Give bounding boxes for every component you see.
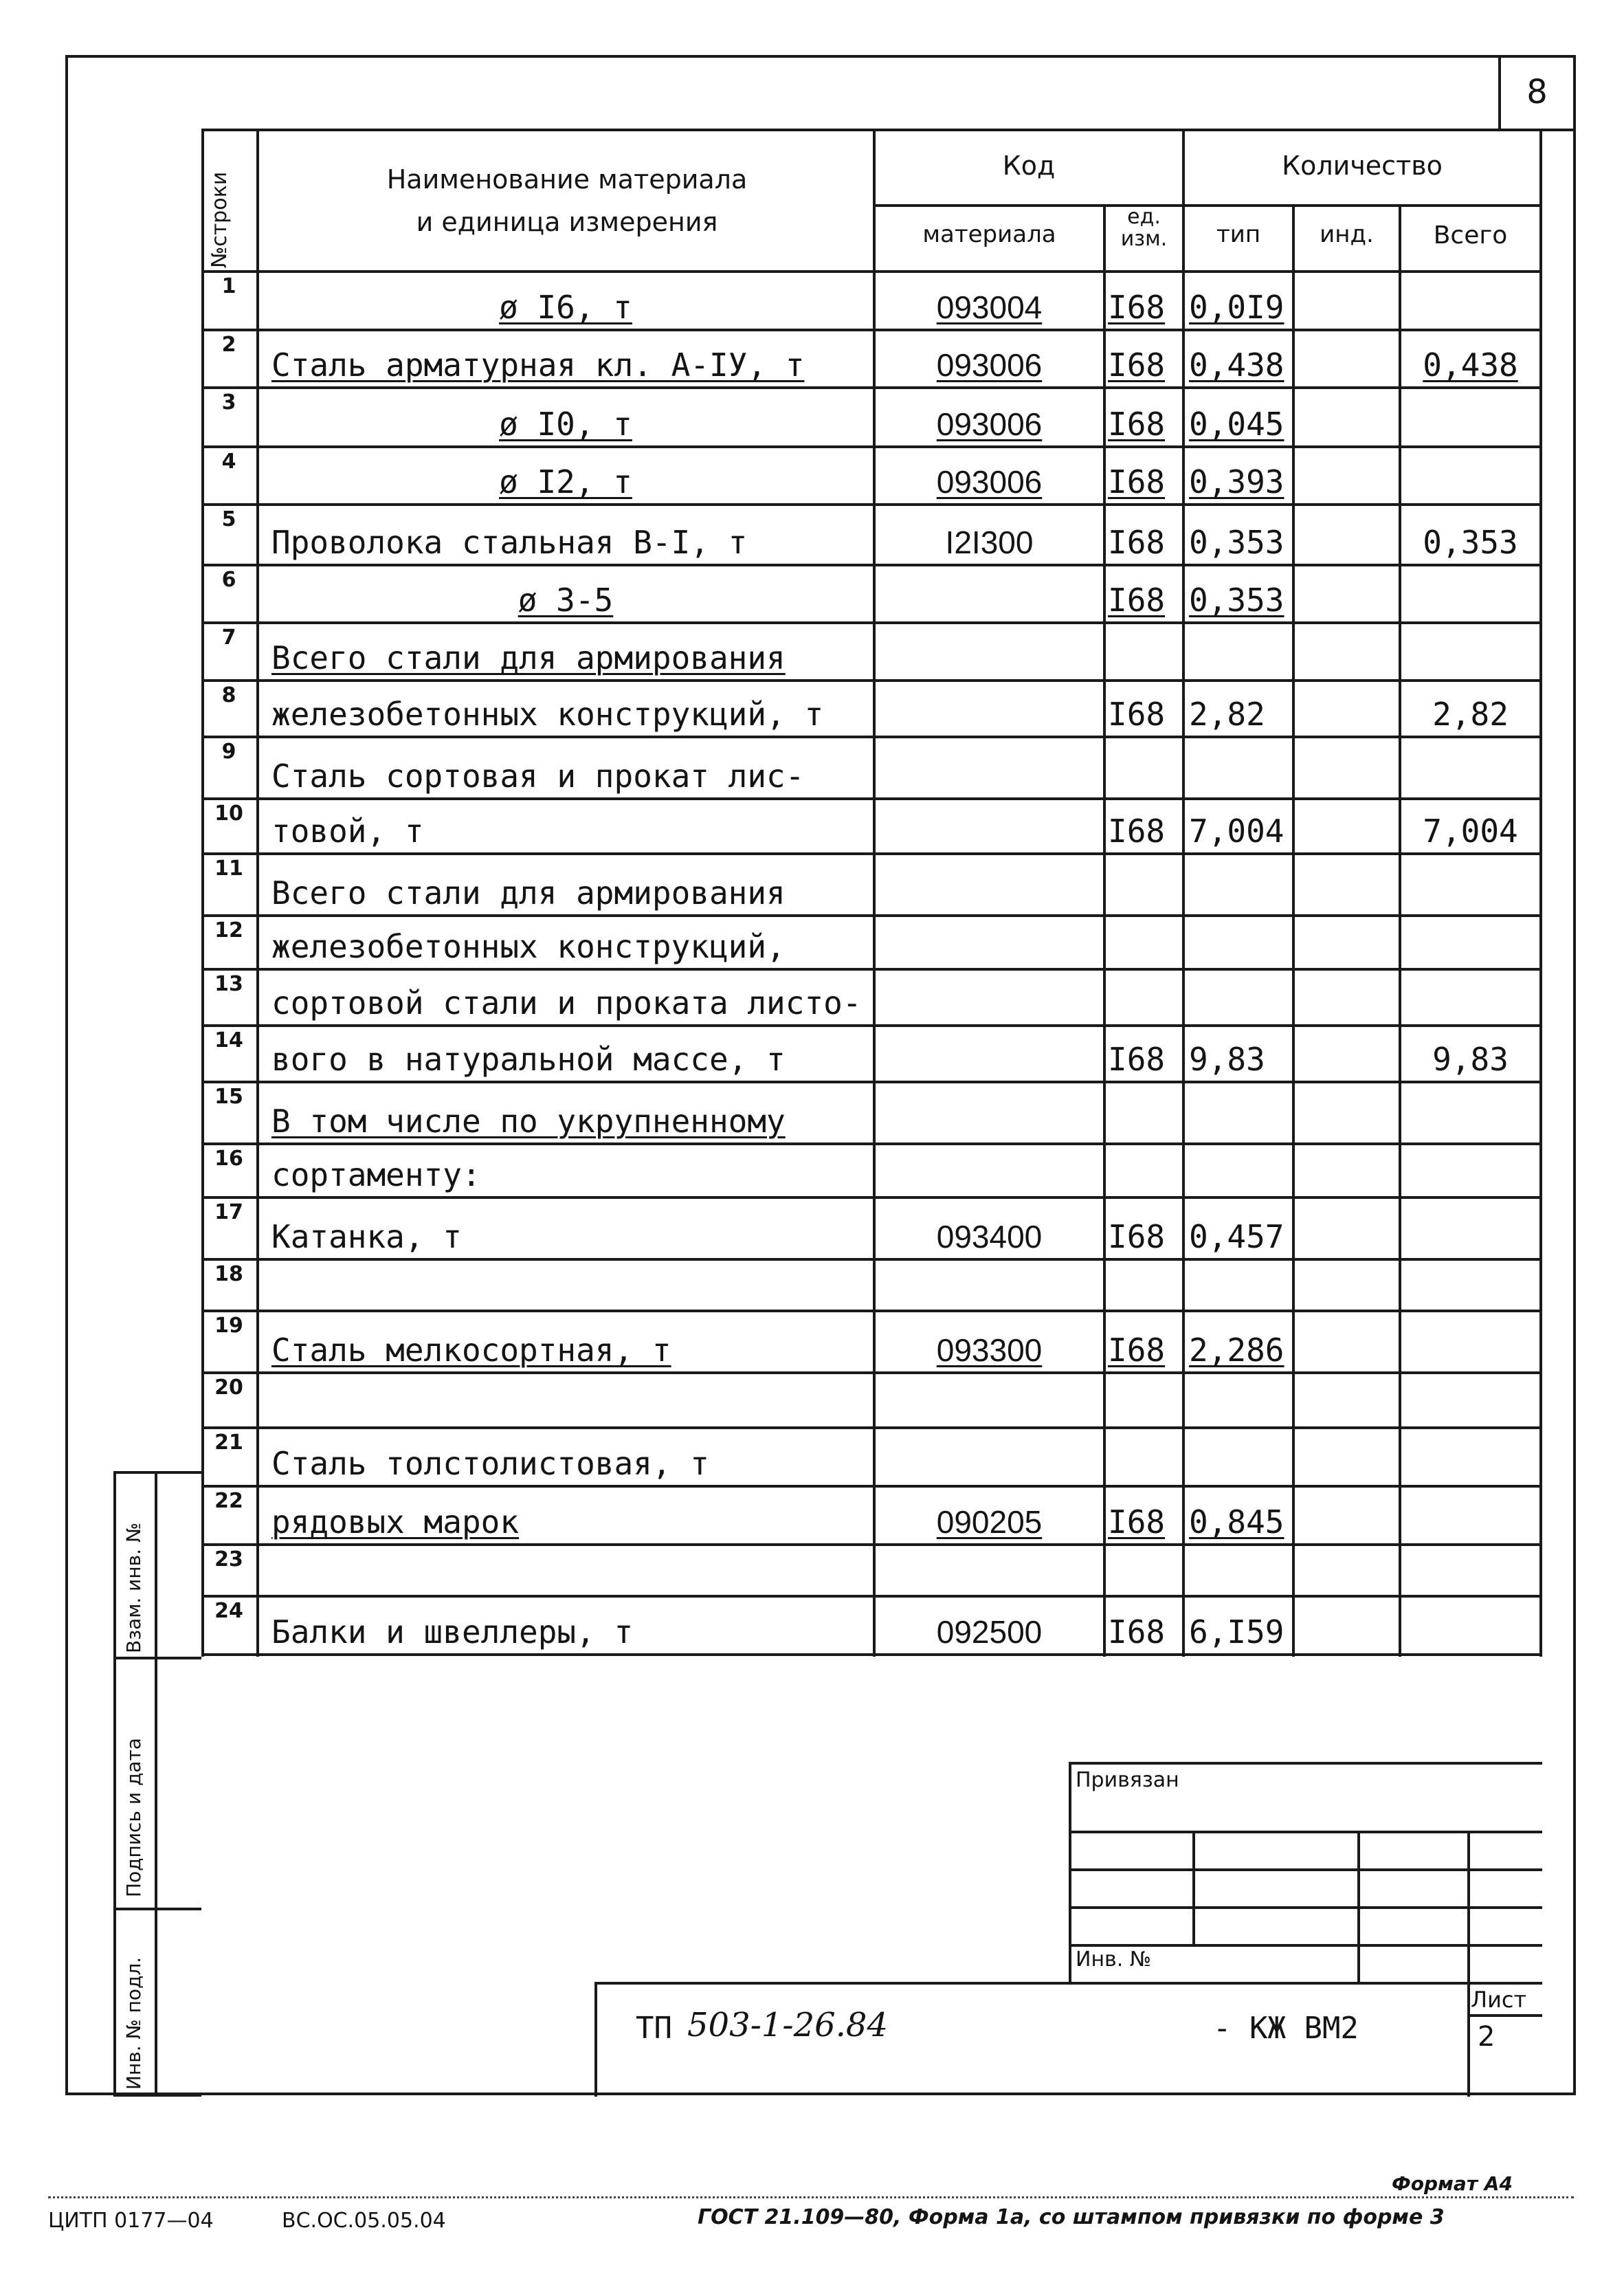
header-code: Код — [1002, 151, 1056, 181]
row-type: 0,353 — [1189, 582, 1284, 619]
row-number: 10 — [214, 802, 243, 826]
row-number: 12 — [214, 918, 243, 942]
row-type: 0,457 — [1189, 1218, 1284, 1255]
row-unit: I68 — [1108, 1613, 1166, 1651]
row-divider — [201, 914, 1542, 917]
footer-rule — [48, 2196, 1574, 2198]
row-divider — [201, 1485, 1542, 1488]
row-unit: I68 — [1108, 1041, 1166, 1078]
row-number: 13 — [214, 972, 243, 996]
side-podpis-label: Подпись и дата — [122, 1738, 145, 1897]
row-number: 18 — [214, 1262, 243, 1286]
row-divider — [201, 679, 1542, 682]
header-name-2: и единица измерения — [416, 207, 718, 237]
header-code-unit: ед. изм. — [1120, 205, 1168, 251]
row-number: 9 — [221, 740, 236, 764]
row-type: 0,0I9 — [1189, 289, 1284, 326]
row-number: 20 — [214, 1376, 243, 1400]
header-q-total: Всего — [1433, 221, 1508, 250]
side-vzam-label: Взам. инв. № — [122, 1522, 145, 1653]
header-quantity: Количество — [1282, 151, 1443, 181]
header-mid — [873, 204, 1542, 207]
row-code: 092500 — [936, 1614, 1043, 1650]
row-number: 23 — [214, 1547, 243, 1571]
row-type: 0,353 — [1189, 524, 1284, 561]
row-number: 5 — [221, 507, 236, 531]
row-unit: I68 — [1108, 346, 1166, 384]
row-name: В том числе по укрупненному — [271, 1103, 786, 1140]
row-unit: I68 — [1108, 289, 1166, 326]
row-number: 15 — [214, 1085, 243, 1109]
row-divider — [201, 1371, 1542, 1374]
row-divider — [201, 852, 1542, 855]
row-divider — [201, 621, 1542, 624]
row-number: 14 — [214, 1028, 243, 1052]
row-unit: I68 — [1108, 463, 1166, 500]
row-divider — [201, 797, 1542, 800]
row-name: Сталь сортовая и прокат лис- — [271, 758, 805, 795]
row-divider — [201, 1024, 1542, 1027]
binding-inv-label: Инв. № — [1076, 1947, 1152, 1972]
row-name: Сталь толстолистовая, т — [271, 1445, 709, 1482]
header-top — [201, 129, 1542, 131]
code-divider — [1103, 204, 1106, 1657]
row-name: железобетонных конструкций, — [271, 928, 786, 965]
row-unit: I68 — [1108, 813, 1166, 850]
row-type: 0,045 — [1189, 406, 1284, 443]
row-name: железобетонных конструкций, т — [271, 696, 824, 733]
row-divider — [201, 1543, 1542, 1546]
row-number: 2 — [221, 333, 236, 357]
row-type: 7,004 — [1189, 813, 1284, 850]
row-divider — [201, 1426, 1542, 1429]
row-unit: I68 — [1108, 1218, 1166, 1255]
footer-code: ВС.ОС.05.05.04 — [282, 2209, 446, 2233]
row-type: 0,845 — [1189, 1503, 1284, 1541]
row-number: 1 — [221, 274, 236, 298]
type-divider — [1292, 204, 1295, 1657]
row-divider — [201, 445, 1542, 448]
row-name: ø I0, т — [499, 406, 632, 443]
row-number: 21 — [214, 1431, 243, 1455]
format-label: Формат А4 — [1392, 2172, 1513, 2195]
row-name: Всего стали для армирования — [271, 639, 786, 676]
row-number: 19 — [214, 1314, 243, 1338]
row-name: Сталь мелкосортная, т — [271, 1332, 671, 1369]
row-total: 0,438 — [1423, 346, 1518, 384]
row-number: 8 — [221, 683, 236, 707]
row-name: Катанка, т — [271, 1218, 462, 1255]
row-code: 093400 — [936, 1219, 1043, 1255]
row-code: I2I300 — [945, 525, 1034, 560]
doc-suffix: - КЖ ВМ2 — [1213, 2011, 1359, 2046]
side-inv-podl-label: Инв. № подл. — [122, 1956, 145, 2090]
binding-privyazan-label: Привязан — [1076, 1768, 1179, 1792]
row-code: 093006 — [936, 347, 1043, 383]
row-total: 2,82 — [1432, 696, 1509, 733]
row-name: ø 3-5 — [518, 582, 614, 619]
ind-divider — [1399, 204, 1401, 1657]
row-unit: I68 — [1108, 696, 1166, 733]
row-divider — [201, 736, 1542, 738]
row-name: ø I6, т — [499, 289, 632, 326]
row-unit: I68 — [1108, 524, 1166, 561]
sheet-value: 2 — [1478, 2021, 1495, 2053]
row-divider — [201, 1196, 1542, 1199]
row-name: товой, т — [271, 813, 424, 850]
doc-prefix: ТП — [636, 2011, 672, 2046]
row-name: Проволока стальная В-I, т — [271, 524, 748, 561]
row-divider — [201, 1081, 1542, 1083]
row-code: 090205 — [936, 1504, 1043, 1540]
row-name: Сталь арматурная кл. А-IУ, т — [271, 346, 805, 384]
row-name: вого в натуральной массе, т — [271, 1041, 786, 1078]
row-divider — [201, 1595, 1542, 1598]
row-divider — [201, 1310, 1542, 1312]
row-number: 17 — [214, 1200, 243, 1224]
header-q-type: тип — [1216, 221, 1261, 248]
header-code-material: материала — [922, 221, 1056, 248]
sheet-label: Лист — [1471, 1987, 1527, 2013]
row-name: ø I2, т — [499, 463, 632, 500]
row-number: 16 — [214, 1147, 243, 1171]
row-divider — [201, 329, 1542, 331]
row-type: 6,I59 — [1189, 1613, 1284, 1651]
row-name: рядовых марок — [271, 1503, 520, 1541]
row-total: 0,353 — [1423, 524, 1518, 561]
row-number: 4 — [221, 450, 236, 474]
row-type: 9,83 — [1189, 1041, 1265, 1078]
row-name: сортаменту: — [271, 1156, 481, 1193]
row-divider — [201, 1258, 1542, 1261]
row-divider — [201, 1653, 1542, 1656]
row-number: 3 — [221, 390, 236, 415]
row-code: 093004 — [936, 289, 1043, 325]
header-bottom — [201, 270, 1542, 273]
row-divider — [201, 503, 1542, 506]
row-type: 0,438 — [1189, 346, 1284, 384]
row-divider — [201, 968, 1542, 971]
doc-number: 503-1-26.84 — [687, 2006, 889, 2044]
row-number: 11 — [214, 857, 243, 881]
row-total: 9,83 — [1432, 1041, 1509, 1078]
sheet-number: 8 — [1498, 55, 1573, 131]
row-code: 093006 — [936, 406, 1043, 442]
row-type: 2,82 — [1189, 696, 1265, 733]
row-unit: I68 — [1108, 1332, 1166, 1369]
row-type: 2,286 — [1189, 1332, 1284, 1369]
row-divider — [201, 564, 1542, 566]
row-type: 0,393 — [1189, 463, 1284, 500]
row-total: 7,004 — [1423, 813, 1518, 850]
row-unit: I68 — [1108, 406, 1166, 443]
row-number: 24 — [214, 1599, 243, 1623]
row-divider — [201, 1142, 1542, 1145]
row-code: 093300 — [936, 1332, 1043, 1368]
footer-gost: ГОСТ 21.109—80, Форма 1а, со штампом привязки по форме 3 — [698, 2205, 1445, 2229]
row-unit: I68 — [1108, 582, 1166, 619]
row-name: Балки и швеллеры, т — [271, 1613, 634, 1651]
row-number: 6 — [221, 568, 236, 592]
row-number: 22 — [214, 1489, 243, 1513]
header-q-ind: инд. — [1320, 221, 1374, 248]
row-name: сортовой стали и проката листо- — [271, 984, 862, 1022]
row-name: Всего стали для армирования — [271, 874, 786, 912]
row-divider — [201, 386, 1542, 389]
row-code: 093006 — [936, 464, 1043, 500]
header-row-no: №строки — [208, 171, 232, 268]
row-number: 7 — [221, 626, 236, 650]
header-name-1: Наименование материала — [386, 164, 748, 195]
row-unit: I68 — [1108, 1503, 1166, 1541]
footer-left: ЦИТП 0177—04 — [48, 2209, 214, 2233]
